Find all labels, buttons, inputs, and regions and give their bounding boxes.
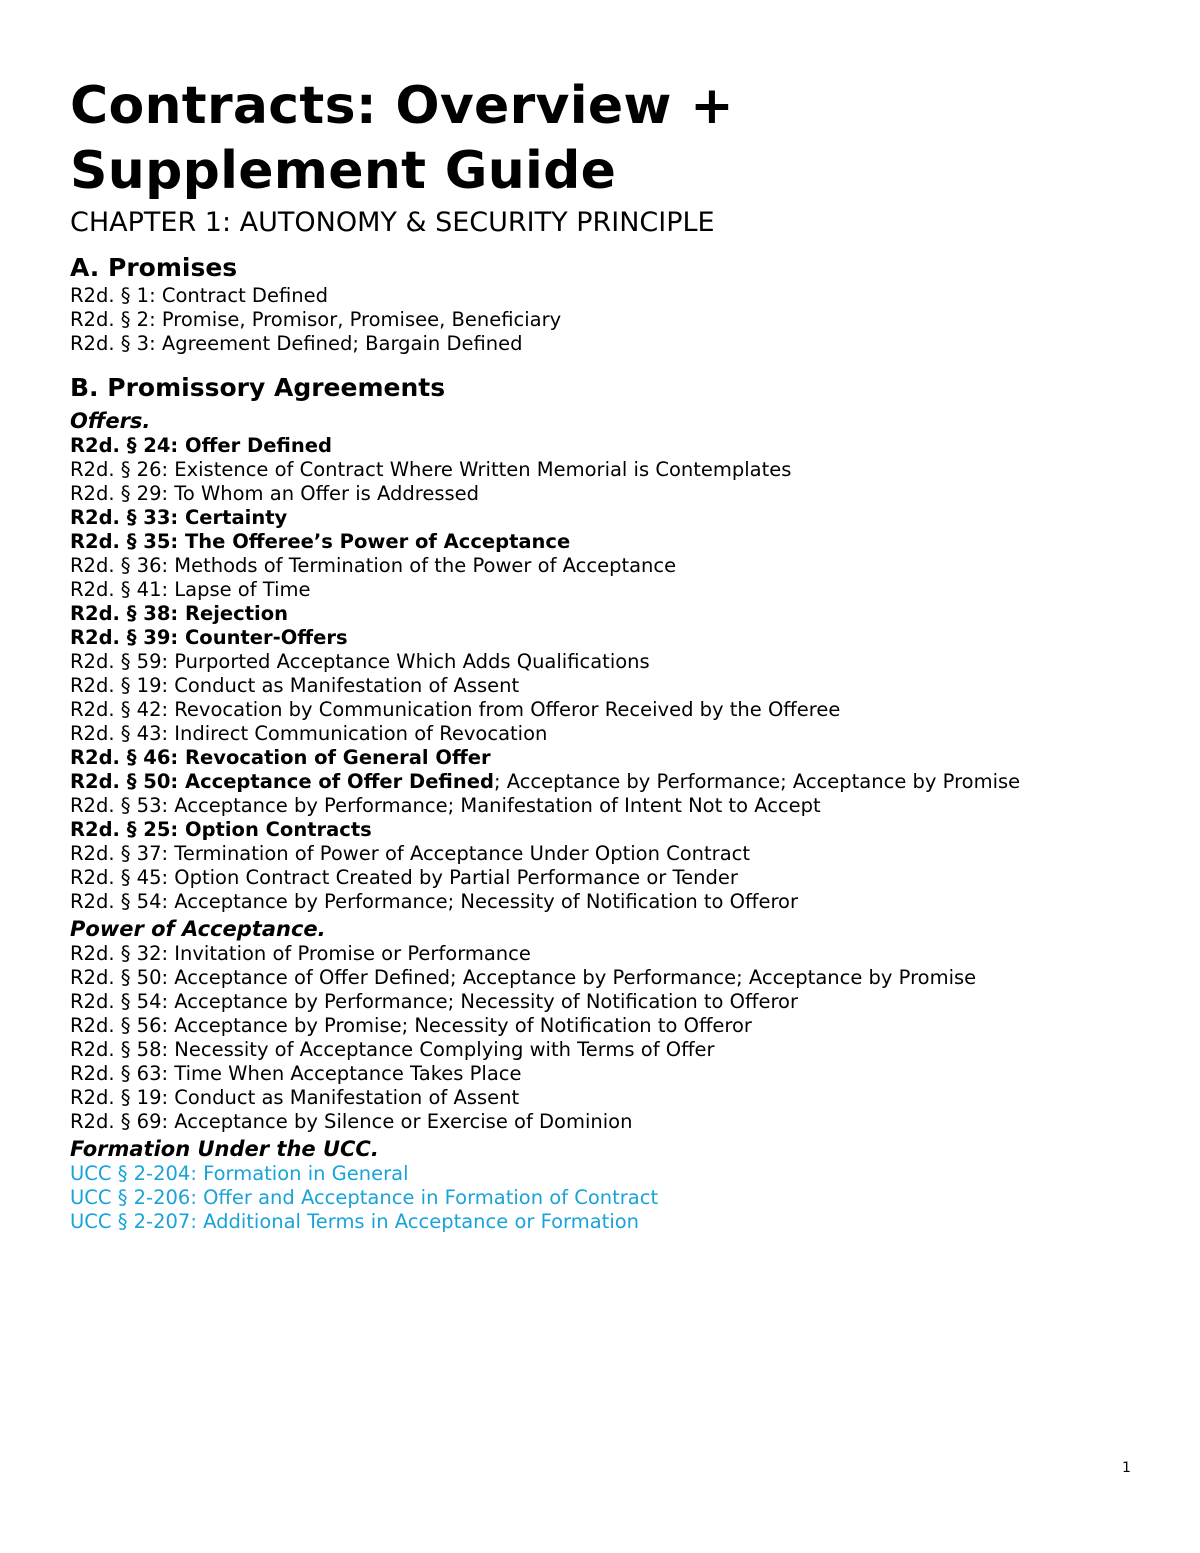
list-item xyxy=(70,722,1150,746)
rule-text: R2d. § 19: Conduct as Manifestation of Assent xyxy=(70,674,520,697)
rule-text: R2d. § 37: Termination of Power of Acceptance Under Option Contract xyxy=(70,842,751,865)
bold-rule-label: R2d. § 24: Offer Defined xyxy=(70,434,332,457)
list-item: R2d. § 2: Promise, Promisor, Promisee, Beneficiary xyxy=(70,308,562,331)
rule-text: R2d. § 59: Purported Acceptance Which Adds Qualifications xyxy=(70,650,650,673)
power-of-acceptance-subheading: Power of Acceptance. xyxy=(70,917,326,941)
list-item xyxy=(70,770,1150,794)
list-item xyxy=(70,794,1150,818)
list-item: R2d. § 50: Acceptance of Offer Defined; Acceptance by Performance; Acceptance by Promise xyxy=(70,966,977,989)
bold-rule-label: R2d. § 50: Acceptance of Offer Defined xyxy=(70,770,494,793)
ucc-formation-subheading: Formation Under the UCC. xyxy=(70,1137,379,1161)
list-item: R2d. § 32: Invitation of Promise or Performance xyxy=(70,942,531,965)
chapter-heading: CHAPTER 1: AUTONOMY & SECURITY PRINCIPLE xyxy=(70,207,715,238)
rule-text: ; Acceptance by Performance; Acceptance by Promise xyxy=(493,770,1021,793)
section-b-heading: B. Promissory Agreements xyxy=(70,373,446,402)
rule-text: R2d. § 43: Indirect Communication of Revocation xyxy=(70,722,548,745)
bold-rule-label: R2d. § 33: Certainty xyxy=(70,506,288,529)
rule-text: R2d. § 36: Methods of Termination of the Power of Acceptance xyxy=(70,554,677,577)
list-item xyxy=(70,482,1150,506)
document-page xyxy=(70,74,1150,1234)
document-title xyxy=(70,74,1150,204)
rule-text: R2d. § 42: Revocation by Communication from Offeror Received by the Offeree xyxy=(70,698,841,721)
list-item xyxy=(70,554,1150,578)
ucc-link-list xyxy=(70,1162,1150,1234)
section-a-heading: A. Promises xyxy=(70,253,238,282)
list-item xyxy=(70,818,1150,842)
rule-text: R2d. § 54: Acceptance by Performance; Necessity of Notification to Offeror xyxy=(70,890,798,913)
list-item xyxy=(70,650,1150,674)
list-item xyxy=(70,578,1150,602)
rule-text: R2d. § 41: Lapse of Time xyxy=(70,578,311,601)
bold-rule-label: R2d. § 39: Counter-Offers xyxy=(70,626,348,649)
list-item xyxy=(70,746,1150,770)
offers-list xyxy=(70,434,1150,914)
list-item: R2d. § 56: Acceptance by Promise; Necessity of Notification to Offeror xyxy=(70,1014,752,1037)
list-item xyxy=(70,506,1150,530)
list-item xyxy=(70,698,1150,722)
bold-rule-label: R2d. § 35: The Offeree’s Power of Acceptance xyxy=(70,530,571,553)
list-item xyxy=(70,602,1150,626)
bold-rule-label: R2d. § 25: Option Contracts xyxy=(70,818,372,841)
list-item xyxy=(70,842,1150,866)
page-number: 1 xyxy=(1122,1460,1131,1476)
list-item xyxy=(70,674,1150,698)
list-item xyxy=(70,626,1150,650)
list-item: R2d. § 54: Acceptance by Performance; Necessity of Notification to Offeror xyxy=(70,990,798,1013)
rule-text: R2d. § 53: Acceptance by Performance; Manifestation of Intent Not to Accept xyxy=(70,794,821,817)
list-item: R2d. § 1: Contract Defined xyxy=(70,284,328,307)
ucc-link[interactable]: UCC § 2-207: Additional Terms in Acceptance or Formation xyxy=(70,1210,640,1233)
rule-text: R2d. § 26: Existence of Contract Where Written Memorial is Contemplates xyxy=(70,458,792,481)
rule-text: R2d. § 45: Option Contract Created by Partial Performance or Tender xyxy=(70,866,738,889)
list-item xyxy=(70,434,1150,458)
bold-rule-label: R2d. § 46: Revocation of General Offer xyxy=(70,746,491,769)
ucc-link[interactable]: UCC § 2-204: Formation in General xyxy=(70,1162,409,1185)
bold-rule-label: R2d. § 38: Rejection xyxy=(70,602,288,625)
list-item: R2d. § 3: Agreement Defined; Bargain Defined xyxy=(70,332,523,355)
ucc-link[interactable]: UCC § 2-206: Offer and Acceptance in Formation of Contract xyxy=(70,1186,659,1209)
rule-text: R2d. § 29: To Whom an Offer is Addressed xyxy=(70,482,480,505)
list-item: R2d. § 69: Acceptance by Silence or Exercise of Dominion xyxy=(70,1110,633,1133)
title-line-1: Contracts: Overview + xyxy=(70,76,735,136)
list-item: R2d. § 58: Necessity of Acceptance Complying with Terms of Offer xyxy=(70,1038,715,1061)
list-item xyxy=(70,890,1150,914)
section-a-list xyxy=(70,284,1150,356)
list-item: R2d. § 63: Time When Acceptance Takes Place xyxy=(70,1062,522,1085)
title-line-2: Supplement Guide xyxy=(70,141,617,201)
list-item xyxy=(70,530,1150,554)
list-item: R2d. § 19: Conduct as Manifestation of Assent xyxy=(70,1086,520,1109)
list-item xyxy=(70,458,1150,482)
list-item xyxy=(70,866,1150,890)
power-of-acceptance-list xyxy=(70,942,1150,1134)
offers-subheading: Offers. xyxy=(70,409,151,433)
